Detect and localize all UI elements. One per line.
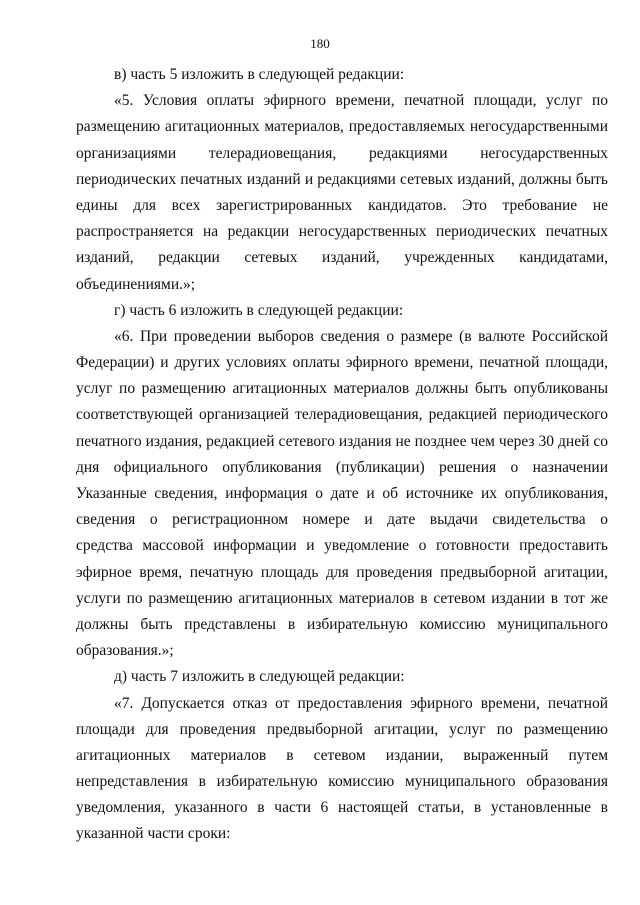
text-line: соответствующей организацией телерадиовещания, редакцией периодического (76, 406, 608, 424)
text-line: должны быть представлены в избирательную комиссию муниципального (76, 615, 608, 633)
text-line: изданий, редакции сетевых изданий, учрежденных кандидатами, (76, 249, 608, 267)
text-line: Федерации) и других условиях оплаты эфирного времени, печатной площади, (76, 354, 608, 372)
text-line: сведения о регистрационном номере и дате выдачи свидетельства о (76, 511, 608, 529)
document-body (76, 62, 608, 848)
text-line: размещению агитационных материалов, предоставляемых негосударственными (76, 118, 608, 136)
text-line: д) часть 7 изложить в следующей редакции: (114, 668, 405, 686)
text-line: уведомления, указанного в части 6 настоящей статьи, в установленные в (76, 799, 608, 817)
page-number: 180 (310, 36, 330, 51)
text-line: периодических печатных изданий и редакциями сетевых изданий, должны быть (76, 170, 608, 188)
text-line: организациями телерадиовещания, редакциями негосударственных (76, 144, 608, 162)
text-line: услуги по размещению агитационных материалов в сетевом издании в тот же (76, 589, 608, 607)
text-line: «7. Допускается отказ от предоставления эфирного времени, печатной (114, 694, 608, 712)
text-line: объединениями.»; (76, 275, 196, 293)
text-line: средства массовой информации и уведомление о готовности предоставить (76, 537, 608, 555)
text-line: в) часть 5 изложить в следующей редакции: (114, 66, 405, 83)
text-line: «5. Условия оплаты эфирного времени, печатной площади, услуг по (114, 92, 608, 110)
text-line: едины для всех зарегистрированных кандидатов. Это требование не (76, 196, 608, 214)
text-line: «6. При проведении выборов сведения о размере (в валюте Российской (114, 327, 608, 345)
text-line: Указанные сведения, информация о дате и об источнике их опубликования, (76, 485, 608, 502)
text-line: площади для проведения предвыборной агитации, услуг по размещению (76, 720, 608, 738)
text-line: указанной части сроки: (76, 825, 231, 843)
text-line: дня официального опубликования (публикации) решения о назначении (76, 458, 608, 476)
text-line: распространяется на редакции негосударственных периодических печатных (76, 223, 608, 241)
text-line: г) часть 6 изложить в следующей редакции: (114, 301, 404, 319)
text-line: агитационных материалов в сетевом издании, выраженный путем (76, 746, 608, 764)
text-line: печатного издания, редакцией сетевого издания не позднее чем через 30 дней со (76, 432, 608, 450)
text-line: эфирное время, печатную площадь для проведения предвыборной агитации, (76, 563, 608, 581)
text-line: услуг по размещению агитационных материалов должны быть опубликованы (76, 380, 608, 398)
text-line: непредставления в избирательную комиссию муниципального образования (76, 773, 608, 791)
text-line: образования.»; (76, 642, 174, 660)
